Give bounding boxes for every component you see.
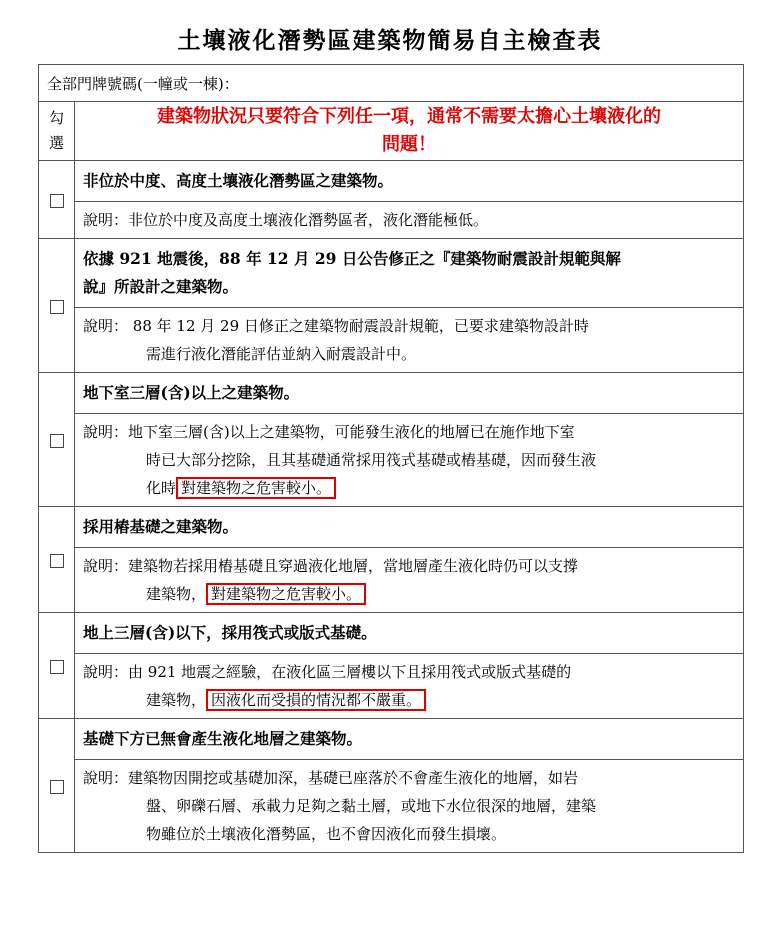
item-1-description: 說明：非位於中度及高度土壤液化潛勢區者，液化潛能極低。 [75,202,744,239]
address-label: 全部門牌號碼(一幢或一棟)： [39,65,744,102]
item-2-check-cell [39,239,75,373]
item-5-description: 說明：由 921 地震之經驗，在液化區三層樓以下且採用筏式或版式基礎的 建築物， 因液化而受損的情況都不嚴重。 [75,654,744,719]
item-3-title-row [39,373,744,414]
item-2-description: 說明： 88 年 12 月 29 日修正之建築物耐震設計規範，已要求建築物設計時 需進行液化潛能評估並納入耐震設計中。 [75,308,744,373]
item-2-desc-row [39,308,744,373]
item-3-description: 說明：地下室三層(含)以上之建築物，可能發生液化的地層已在施作地下室 時已大部分挖除，且其基礎通常採用筏式基礎或樁基礎，因而發生液 化時 對建築物之危害較小。 [75,414,744,507]
item-3-check-cell [39,373,75,507]
item-5-title: 地上三層(含)以下，採用筏式或版式基礎。 [75,613,744,654]
highlight-box: 對建築物之危害較小。 [176,477,336,499]
item-5-desc-row [39,654,744,719]
item-5-title-row [39,613,744,654]
header-row [39,102,744,161]
item-1-title-row [39,161,744,202]
item-1-checkbox[interactable] [50,194,64,208]
highlight-box: 因液化而受損的情況都不嚴重。 [206,689,426,711]
address-row [39,65,744,102]
item-1-check-cell [39,161,75,239]
checklist-table [38,64,744,853]
item-1-title: 非位於中度、高度土壤液化潛勢區之建築物。 [75,161,744,202]
item-6-description: 說明：建築物因開挖或基礎加深，基礎已座落於不會產生液化的地層，如岩 盤、卵礫石層、承載力足夠之黏土層，或地下水位很深的地層，建築 物雖位於土壤液化潛勢區，也不會因液化而發生損壞。 [75,760,744,853]
item-4-check-cell [39,507,75,613]
item-4-description: 說明：建築物若採用樁基礎且穿過液化地層，當地層產生液化時仍可以支撐 建築物， 對建築物之危害較小。 [75,548,744,613]
item-2-checkbox[interactable] [50,300,64,314]
item-1-desc-row [39,202,744,239]
check-column-header: 勾 選 [39,102,75,161]
item-5-checkbox[interactable] [50,660,64,674]
form-title: 土壤液化潛勢區建築物簡易自主檢查表 [177,27,603,54]
item-3-title: 地下室三層(含)以上之建築物。 [75,373,744,414]
item-4-desc-row [39,548,744,613]
item-5-check-cell [39,613,75,719]
item-2-title-row [39,239,744,308]
item-6-title: 基礎下方已無會產生液化地層之建築物。 [75,719,744,760]
item-4-title-row [39,507,744,548]
item-2-title: 依據 921 地震後，88 年 12 月 29 日公告修正之『建築物耐震設計規範與解 說』所設計之建築物。 [75,239,744,308]
item-3-desc-row [39,414,744,507]
item-6-checkbox[interactable] [50,780,64,794]
item-4-checkbox[interactable] [50,554,64,568]
item-6-check-cell [39,719,75,853]
notice-text: 建築物狀況只要符合下列任一項，通常不需要太擔心土壤液化的 問題！ [75,102,744,161]
highlight-box: 對建築物之危害較小。 [206,583,366,605]
item-6-title-row [39,719,744,760]
item-6-desc-row [39,760,744,853]
item-3-checkbox[interactable] [50,434,64,448]
item-4-title: 採用樁基礎之建築物。 [75,507,744,548]
